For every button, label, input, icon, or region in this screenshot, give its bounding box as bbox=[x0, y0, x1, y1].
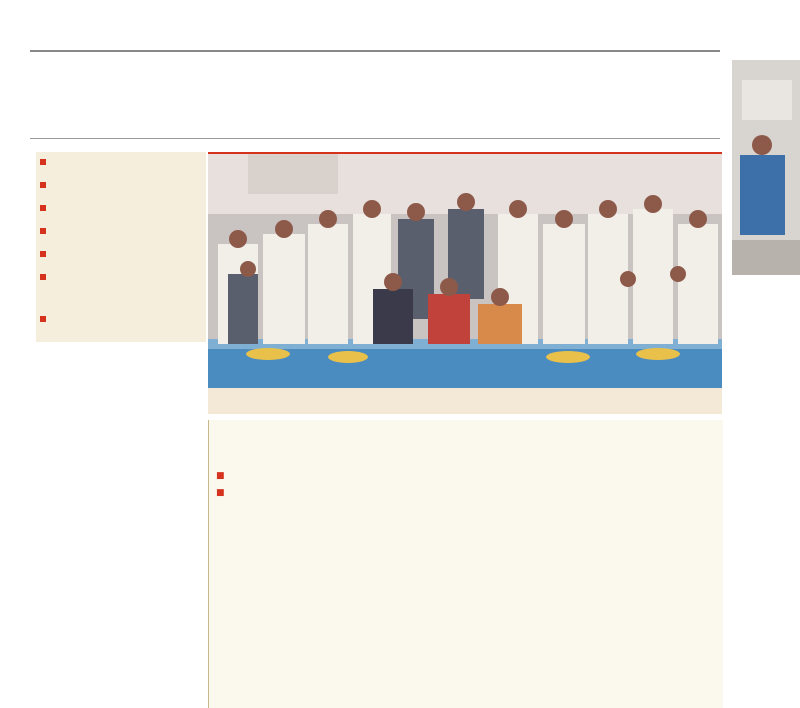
sidebar-story-box bbox=[208, 420, 723, 708]
headline-rule bbox=[30, 138, 720, 139]
bullet-square-icon: ■ bbox=[216, 488, 225, 498]
bullet-square-icon bbox=[40, 182, 46, 188]
sub-highlight-item bbox=[216, 470, 396, 483]
bullet-square-icon bbox=[40, 159, 46, 165]
highlight-item bbox=[40, 226, 49, 236]
highlight-item bbox=[40, 314, 49, 324]
highlight-item bbox=[40, 203, 49, 213]
photo-caption bbox=[208, 388, 722, 414]
bullet-square-icon bbox=[40, 251, 46, 257]
highlight-item bbox=[40, 249, 49, 259]
highlight-item bbox=[40, 157, 49, 167]
bullet-square-icon bbox=[40, 205, 46, 211]
sub-highlight-item bbox=[216, 487, 396, 500]
bullet-square-icon bbox=[40, 274, 46, 280]
news-photo bbox=[208, 152, 722, 390]
highlight-item bbox=[40, 180, 49, 190]
adjacent-photo bbox=[732, 60, 800, 275]
header-rule bbox=[30, 50, 720, 52]
sub-story-highlights bbox=[216, 470, 396, 504]
bullet-square-icon bbox=[40, 228, 46, 234]
adjacent-page-strip bbox=[732, 60, 800, 708]
bullet-square-icon: ■ bbox=[216, 471, 225, 481]
highlights-box bbox=[36, 152, 206, 342]
bullet-square-icon bbox=[40, 316, 46, 322]
highlight-item bbox=[40, 272, 49, 282]
